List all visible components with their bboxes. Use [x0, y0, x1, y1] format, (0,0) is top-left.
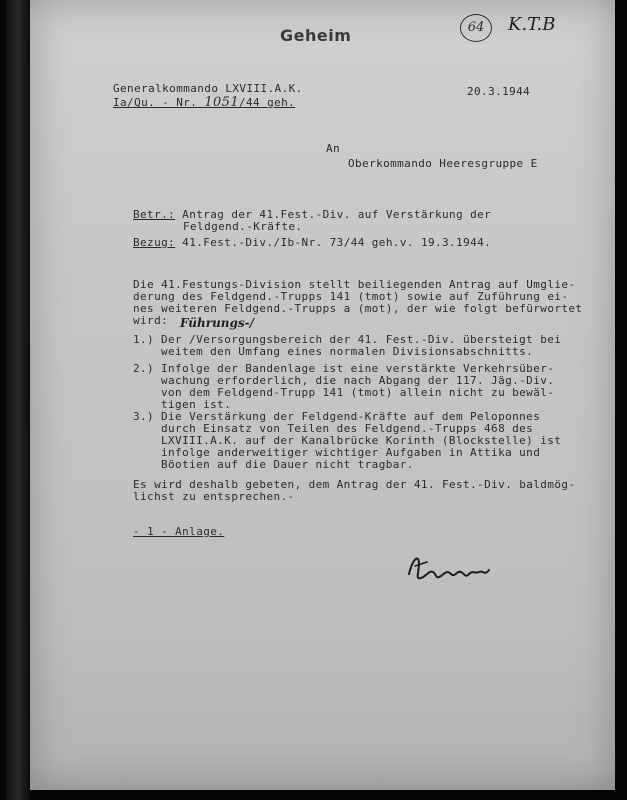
page-number-annotation: 64 — [460, 14, 492, 42]
betr-label: Betr.: — [133, 208, 176, 221]
point-2-line-4: tigen ist. — [161, 398, 232, 411]
betr-text-1: Antrag der 41.Fest.-Div. auf Verstärkung der — [182, 208, 492, 221]
intro-line-3: nes weiteren Feldgend.-Trupps a (mot), der wie folgt befürwortet — [133, 302, 583, 315]
intro-line-2: derung des Feldgend.-Trupps 141 (tmot) sowie auf Zuführung ei- — [133, 290, 569, 303]
point-2-line-2: wachung erforderlich, die nach Abgang der 117. Jäg.-Div. — [161, 374, 555, 387]
point-1-number: 1.) — [133, 333, 155, 346]
point-3-line-3: LXVIII.A.K. auf der Kanalbrücke Korinth (Blockstelle) ist — [161, 434, 562, 447]
recipient-an: An — [326, 142, 341, 155]
point-1-line-1: Der /Versorgungsbereich der 41. Fest.-Div. übersteigt bei — [161, 333, 562, 346]
intro-line-1: Die 41.Festungs-Division stellt beiliegenden Antrag auf Umglie- — [133, 278, 576, 291]
ktb-annotation: K.T.B — [508, 14, 556, 35]
sender-line-1: Generalkommando LXVIII.A.K. — [113, 82, 303, 95]
closing-line-1: Es wird deshalb gebeten, dem Antrag der 41. Fest.-Div. baldmög- — [133, 478, 576, 491]
sender-ref-prefix: Ia/Qu. - Nr. — [113, 96, 198, 109]
recipient-name: Oberkommando Heeresgruppe E — [348, 157, 538, 170]
point-3-line-5: Böotien auf die Dauer nicht tragbar. — [161, 458, 414, 471]
point-3-line-1: Die Verstärkung der Feldgend-Kräfte auf dem Peloponnes — [161, 410, 541, 423]
sender-line-2 — [113, 95, 295, 110]
betr-line-2: Feldgend.-Kräfte. — [183, 220, 303, 233]
secret-stamp: Geheim — [280, 26, 352, 45]
point-3-line-4: infolge anderweitiger wichtiger Aufgaben in Attika und — [161, 446, 541, 459]
point-2-line-1: Infolge der Bandenlage ist eine verstärkte Verkehrsüber- — [161, 362, 555, 375]
sender-ref-suffix: /44 geh. — [239, 96, 296, 109]
point-2-line-3: von dem Feldgend-Trupp 141 (tmot) allein nicht zu bewäl- — [161, 386, 555, 399]
intro-line-4: wird: — [133, 314, 169, 327]
bezug-text: 41.Fest.-Div./Ib-Nr. 73/44 geh.v. 19.3.1944. — [182, 236, 492, 249]
bezug-label: Bezug: — [133, 236, 176, 249]
anlage-note: - 1 - Anlage. — [133, 525, 225, 538]
scan-edge — [6, 0, 30, 800]
handwritten-signature — [405, 548, 495, 588]
point-1-line-2: weitem den Umfang eines normalen Divisionsabschnitts. — [161, 345, 534, 358]
document-date: 20.3.1944 — [467, 85, 531, 98]
handwritten-doc-number: 1051 — [204, 95, 239, 110]
handwritten-insertion: Führungs-/ — [180, 316, 255, 330]
closing-line-2: lichst zu entsprechen.- — [133, 490, 295, 503]
point-3-line-2: durch Einsatz von Teilen des Feldgend.-Trupps 468 des — [161, 422, 534, 435]
bezug-line — [133, 236, 491, 249]
point-2-number: 2.) — [133, 362, 155, 375]
point-3-number: 3.) — [133, 410, 155, 423]
